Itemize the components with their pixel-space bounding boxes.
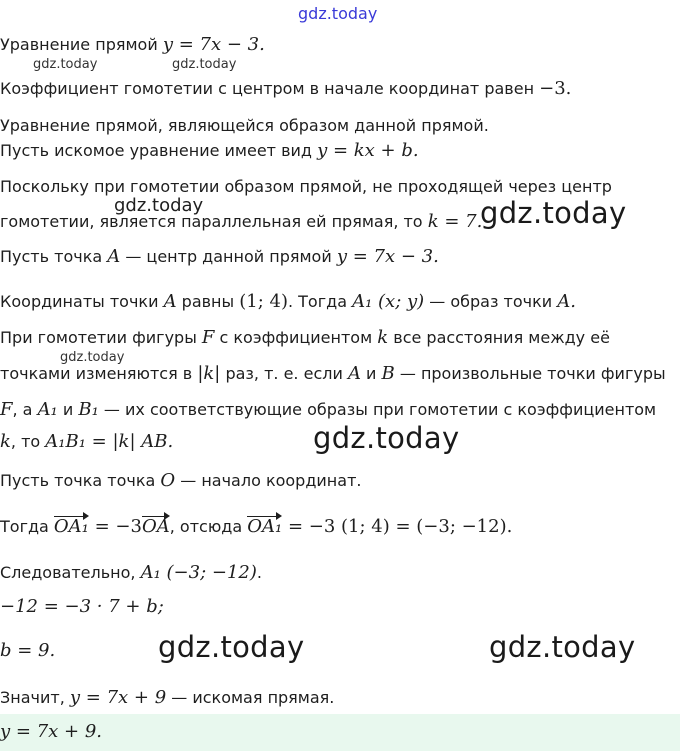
math: B₁ [78,399,99,420]
math: |k| [197,363,221,384]
solution-line-12 [0,432,173,452]
math: y = kx + b. [317,140,419,161]
math: F [0,399,13,420]
text: все расстояния между её [388,328,610,347]
math: A. [557,291,576,312]
text: , отсюда [169,517,248,536]
solution-line-16 [0,597,164,617]
text: Уравнение прямой, являющейся образом данной прямой. [0,116,489,135]
text: гомотетии, является параллельная ей прямая, то [0,212,428,231]
solution-line-9 [0,328,610,348]
math: y = 7x + 9 [69,687,167,708]
math: b = 9. [0,640,56,661]
solution-line-5 [0,177,612,197]
vector-oa1: OA₁ [53,516,89,537]
text: — центр данной прямой [120,247,337,266]
text: — искомая прямая. [166,688,335,707]
solution-line-4 [0,141,419,161]
text: Следовательно, [0,563,141,582]
text: Коэффициент гомотетии с центром в начале координат равен [0,79,540,98]
text: Значит, [0,688,70,707]
solution-line-13 [0,471,361,491]
text: с коэффициентом [214,328,378,347]
text: — произвольные точки фигуры [394,364,666,383]
text: — их соответствующие образы при гомотетии с коэффициентом [98,400,657,419]
math: −12 = −3 · 7 + b; [0,596,164,617]
watermark-large: gdz.today [313,421,460,455]
watermark-large: gdz.today [158,630,305,664]
math: −3. [539,78,572,99]
text: — образ точки [424,292,558,311]
math: B [381,363,395,384]
solution-line-1 [0,35,265,55]
solution-line-10 [0,364,666,384]
watermark-large: gdz.today [489,630,636,664]
watermark-small: gdz.today [172,57,237,72]
solution-line-15 [0,563,262,583]
math: O [160,470,176,491]
text: равны [176,292,240,311]
answer-math: y = 7x + 9. [0,721,102,742]
math: A [163,291,177,312]
text: Тогда [0,517,54,536]
vector-oa1: OA₁ [247,516,283,537]
math: y = 7x − 3. [162,34,265,55]
watermark-top: gdz.today [298,4,378,23]
solution-line-11 [0,400,656,420]
watermark-small: gdz.today [60,350,125,365]
solution-line-3 [0,116,489,136]
watermark-large: gdz.today [480,196,627,230]
solution-line-7 [0,247,439,267]
math: (1; 4) [239,291,288,312]
text: точками изменяются в [0,364,198,383]
math: A [347,363,361,384]
math: F [201,327,215,348]
math: A₁B₁ = |k| AB. [45,431,174,452]
solution-line-6 [0,212,482,232]
math: k [377,327,389,348]
math: = −3 [88,516,142,537]
answer-box [0,714,680,751]
text: . Тогда [287,292,353,311]
vector-oa: OA [141,516,170,537]
math: = −3 (1; 4) = (−3; −12). [282,516,513,537]
math: A [107,246,121,267]
math: k = 7. [427,211,483,232]
text: Пусть точка [0,247,108,266]
text: Пусть искомое уравнение имеет вид [0,141,318,160]
solution-line-8 [0,292,576,312]
text: Уравнение прямой [0,35,163,54]
solution-line-17 [0,641,55,661]
watermark-small: gdz.today [33,57,98,72]
solution-line-2 [0,79,571,99]
text: , то [10,432,46,451]
text: Координаты точки [0,292,164,311]
math: y = 7x − 3. [336,246,439,267]
math: A₁ (x; y) [352,291,425,312]
text: раз, т. е. если [220,364,348,383]
text: Пусть точка точка [0,471,161,490]
text: При гомотетии фигуры [0,328,202,347]
solution-line-18 [0,688,334,708]
math: A₁ (−3; −12) [140,562,257,583]
math: A₁ [37,399,58,420]
text: и [57,400,79,419]
math: k [0,431,11,452]
text: . [256,563,262,582]
text: — начало координат. [175,471,362,490]
watermark-medium: gdz.today [114,195,204,216]
text: Поскольку при гомотетии образом прямой, не проходящей через центр [0,177,612,196]
text: , а [12,400,38,419]
solution-line-14 [0,517,512,537]
answer-line [0,722,102,742]
text: и [360,364,382,383]
